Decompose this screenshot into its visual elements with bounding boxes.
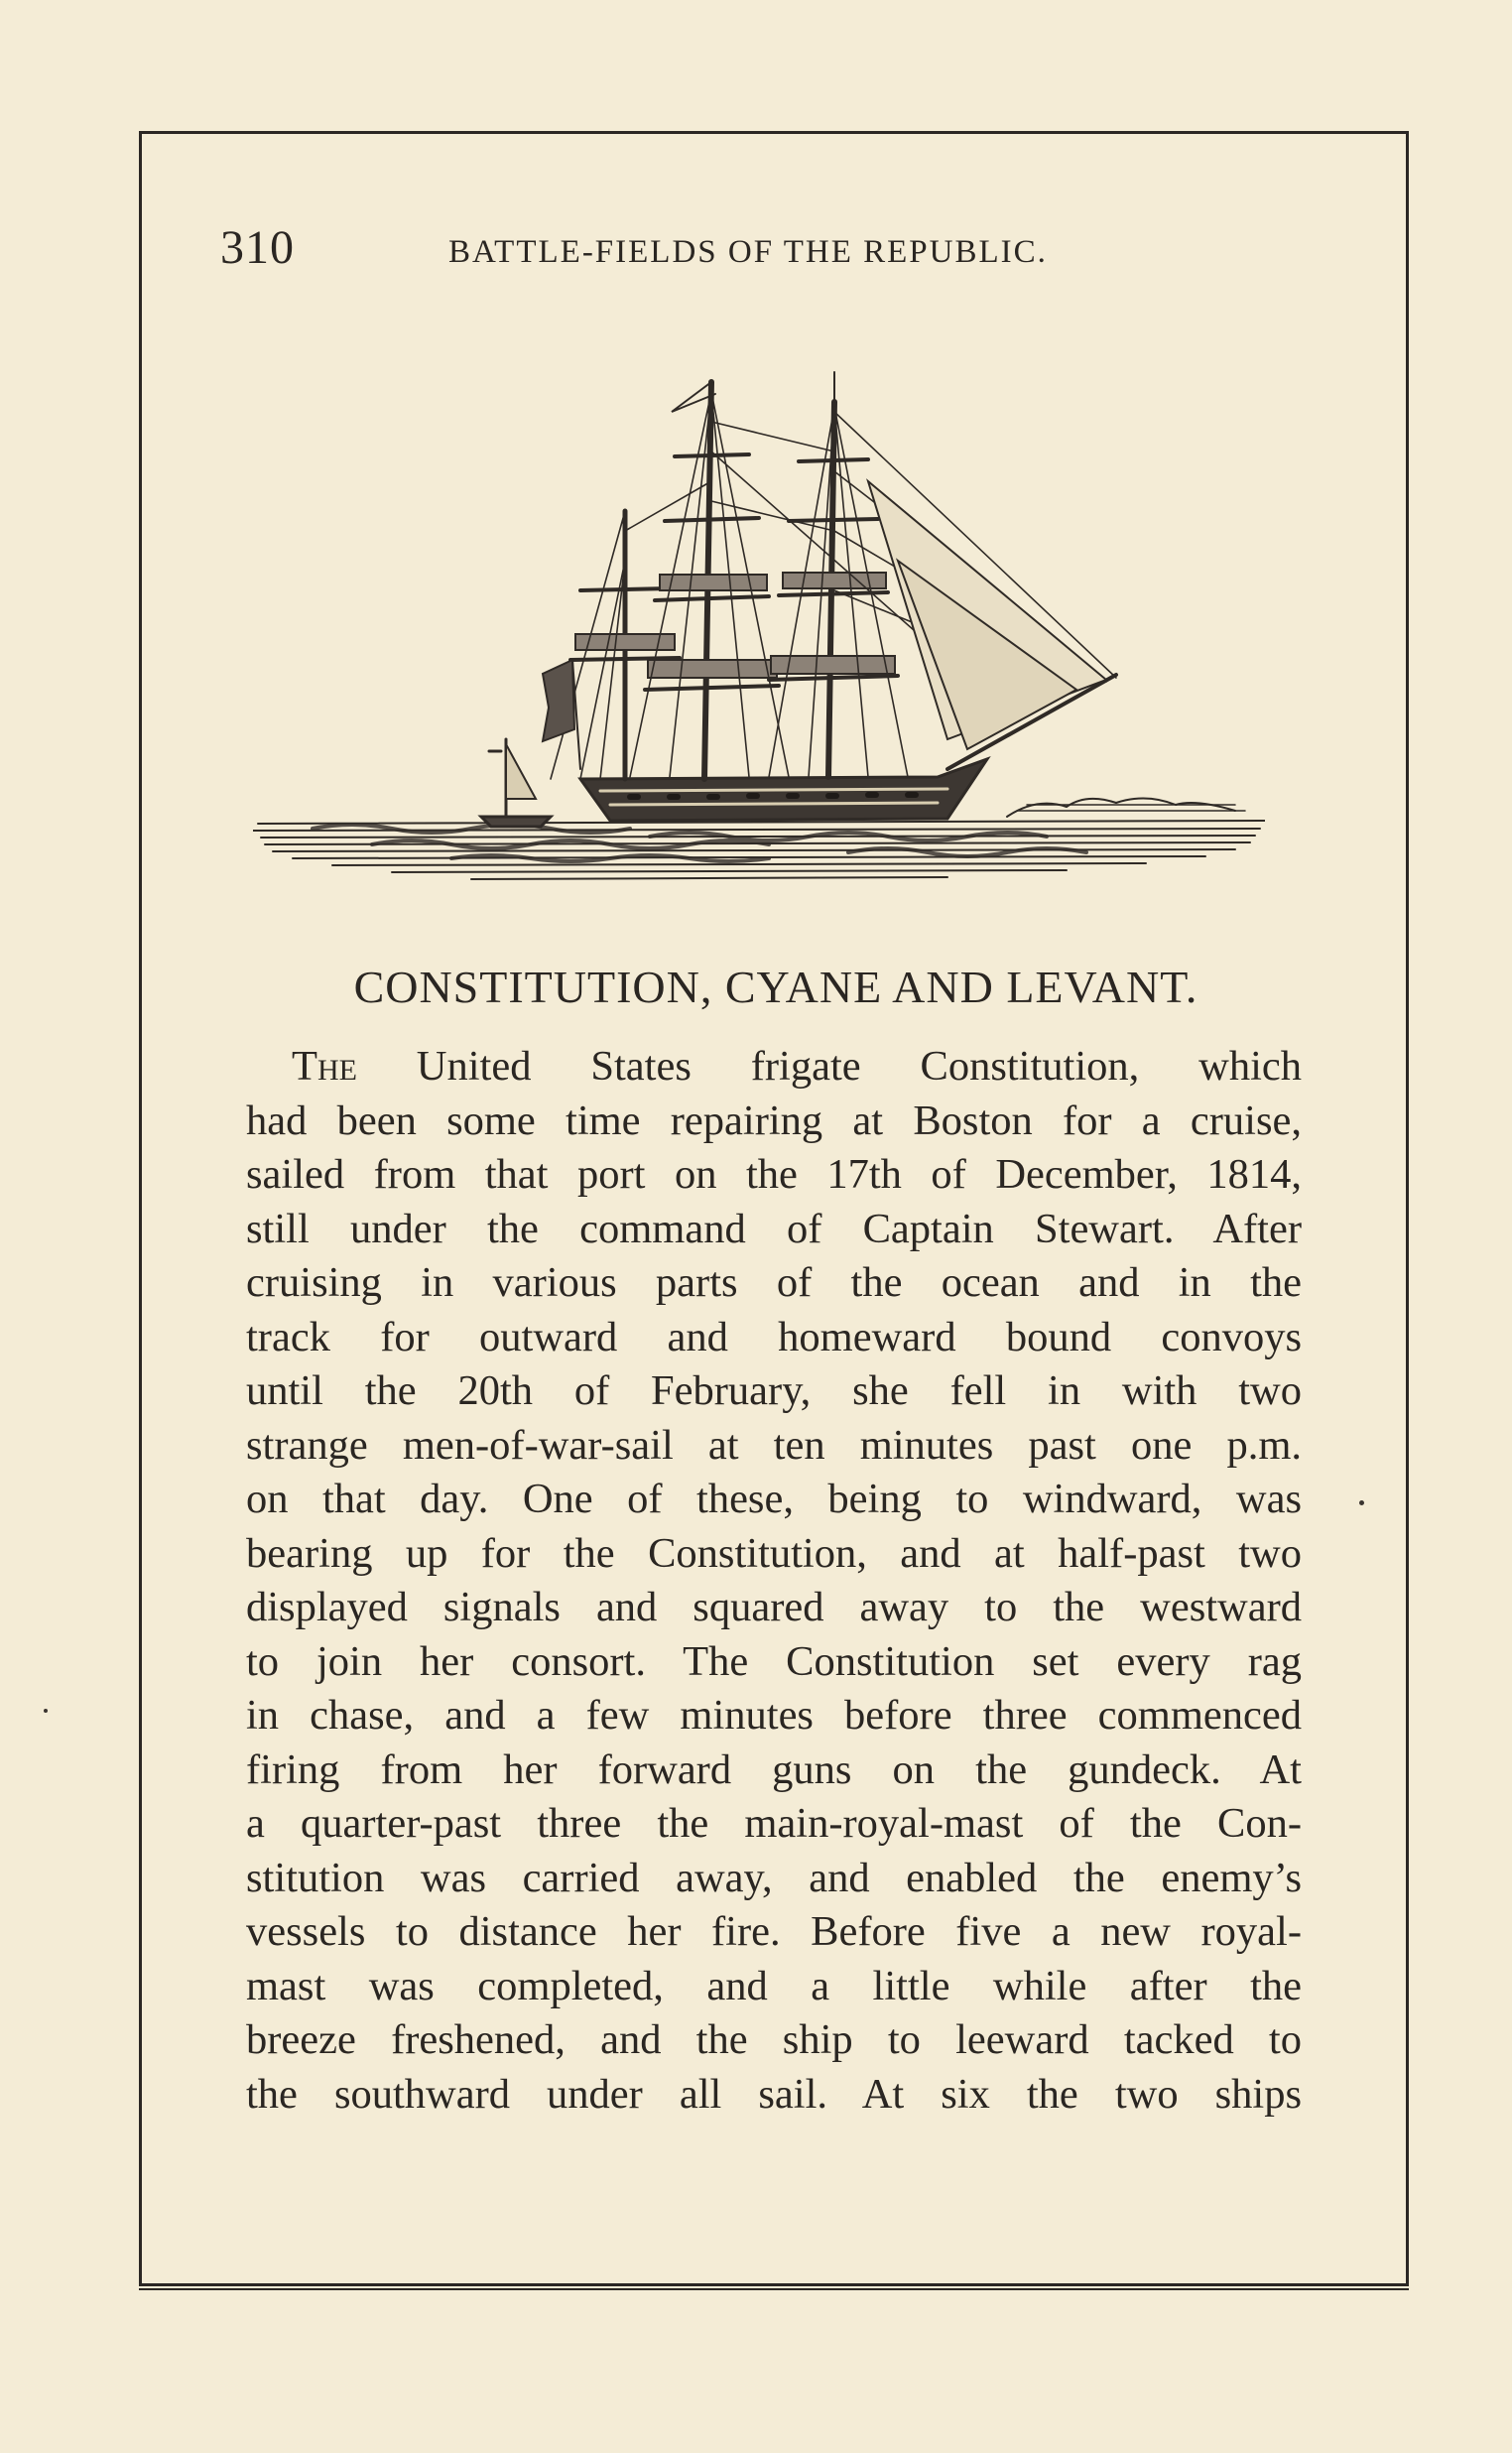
text-line: displayed signals and squared away to the westward [246,1584,1302,1630]
stray-ink-mark [44,1709,48,1713]
dropcap-word: The [292,1043,357,1090]
text-line: to join her consort. The Constitution set every rag [246,1637,1302,1685]
body-text [246,1040,1302,2122]
text-line: firing from her forward guns on the gundeck. At [246,1745,1302,1793]
text-line: sailed from that port on the 17th of December, 1814, [246,1151,1302,1198]
running-title: BATTLE-FIELDS OF THE REPUBLIC. [448,234,1048,270]
text-line: track for outward and homeward bound convoys [246,1313,1302,1360]
text-line: bearing up for the Constitution, and at half-past two [246,1529,1302,1577]
stray-ink-mark [1359,1500,1364,1505]
text-line: still under the command of Captain Stewart. After [246,1205,1302,1252]
ship-illustration [253,362,1265,898]
text-line: mast was completed, and a little while after the [246,1962,1302,2009]
text-line: a quarter-past three the main-royal-mast of the Con- [246,1800,1302,1847]
text-line: had been some time repairing at Boston for a cruise, [246,1097,1302,1144]
text-line: cruising in various parts of the ocean and in the [246,1259,1302,1306]
text-line: until the 20th of February, she fell in with two [246,1367,1302,1414]
text-line: on that day. One of these, being to windward, was [246,1476,1302,1522]
text-line: in chase, and a few minutes before three commenced [246,1692,1302,1739]
page-number: 310 [220,221,295,274]
running-header [220,220,1331,280]
text-line: vessels to distance her fire. Before five a new royal- [246,1908,1302,1955]
text-line: strange men-of-war-sail at ten minutes past one p.m. [246,1421,1302,1469]
sailing-frigate-engraving-icon [253,362,1265,898]
text-line-content: United States frigate Constitution, which [356,1043,1302,1090]
text-line [246,1040,1302,1095]
text-line: breeze freshened, and the ship to leeward tacked to [246,2016,1302,2063]
chapter-title: CONSTITUTION, CYANE AND LEVANT. [353,962,1198,1012]
text-line: the southward under all sail. At six the two ships [246,2070,1302,2118]
text-line: stitution was carried away, and enabled the enemy’s [246,1854,1302,1901]
